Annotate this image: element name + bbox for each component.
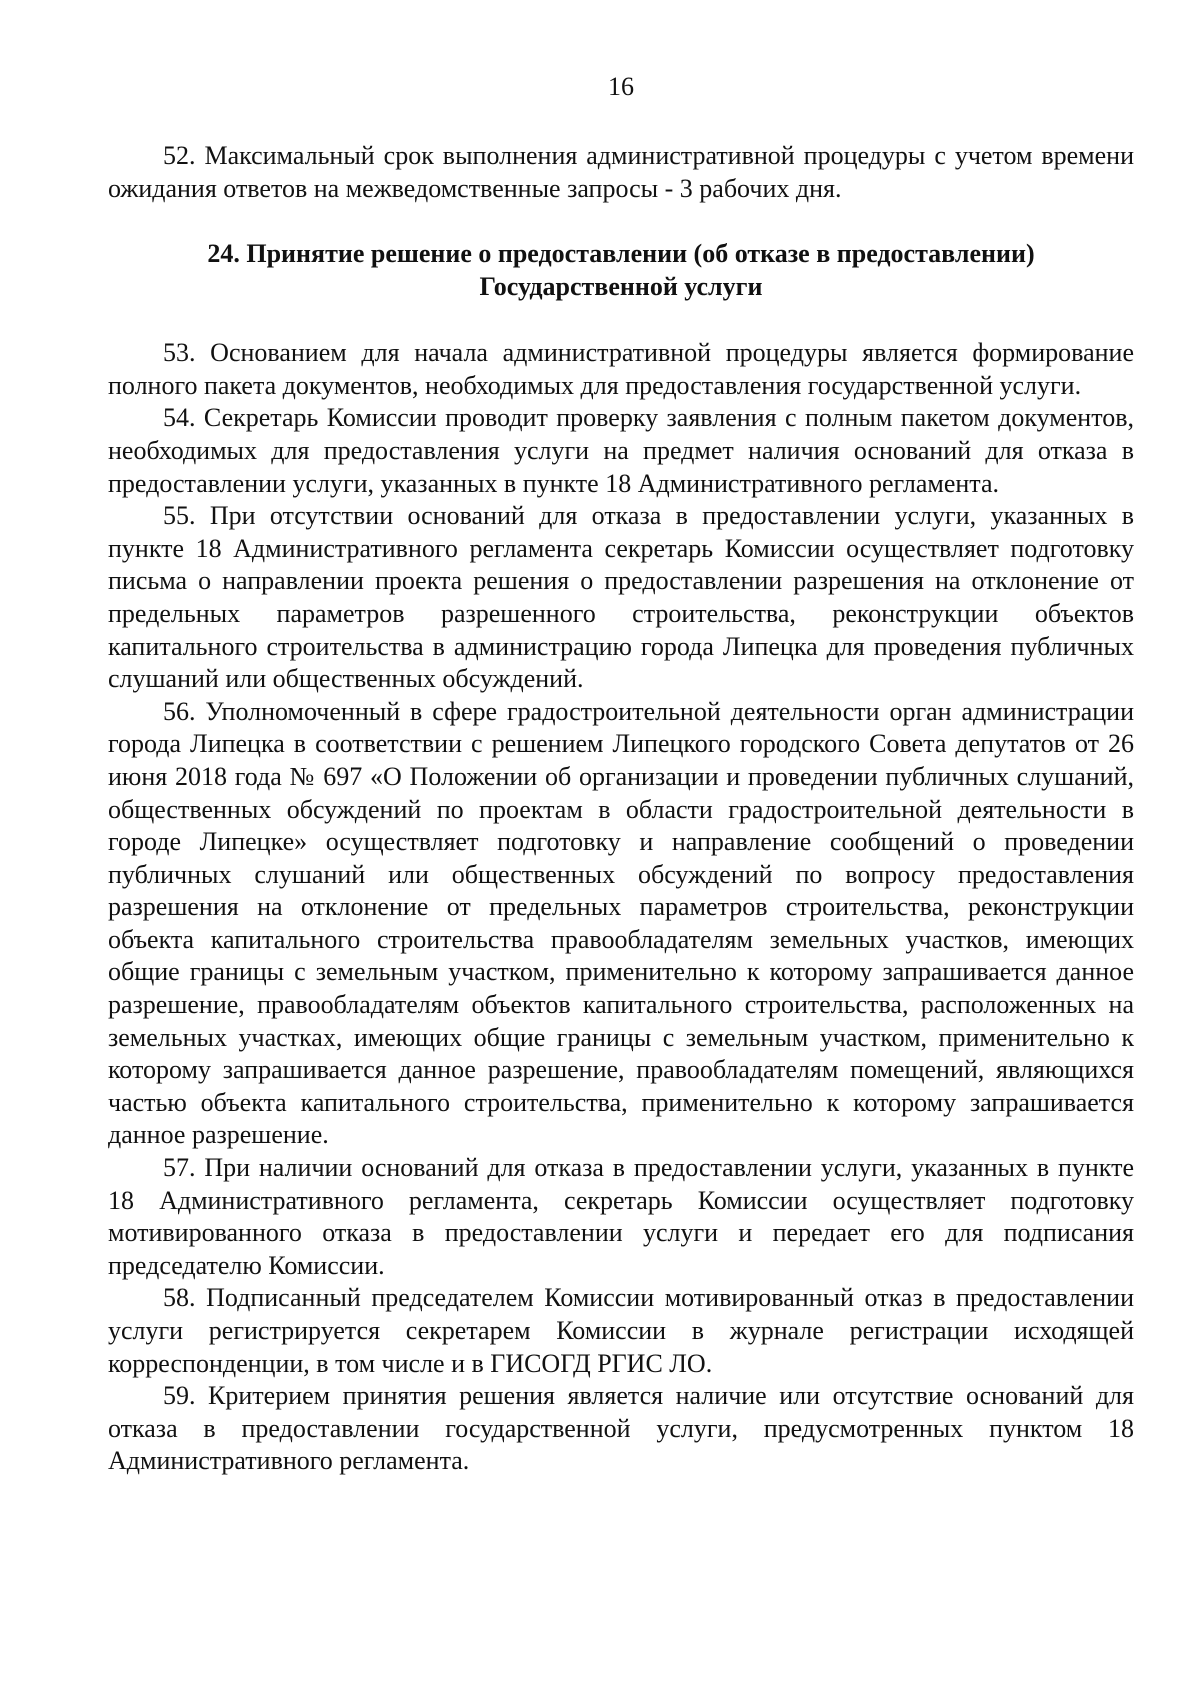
- paragraph-59: 59. Критерием принятия решения является наличие или отсутствие оснований для отказа в предоставлении государственной услуги, предусмотренных пунктом 18 Административного регламента.: [108, 1381, 1134, 1476]
- section-heading-line-1: 24. Принятие решение о предоставлении (об отказе в предоставлении): [207, 239, 1035, 269]
- section-heading: [108, 237, 1134, 303]
- paragraph-53: 53. Основанием для начала административной процедуры является формирование полного пакета документов, необходимых для предоставления государственной услуги.: [108, 338, 1134, 400]
- paragraph-55: 55. При отсутствии оснований для отказа в предоставлении услуги, указанных в пункте 18 Административного регламента секретарь Комиссии осуществляет подготовку письма о направлении проекта решения о предоставлении разрешения на отклонение от предельных параметров разрешенного строительства, реконструкции объектов капитального строительства в администрацию города Липецка для проведения публичных слушаний или общественных обсуждений.: [108, 501, 1134, 694]
- paragraph-57: 57. При наличии оснований для отказа в предоставлении услуги, указанных в пункте 18 Административного регламента, секретарь Комиссии осуществляет подготовку мотивированного отказа в предоставлении услуги и передает его для подписания председателю Комиссии.: [108, 1153, 1134, 1280]
- section-heading-line-2: Государственной услуги: [479, 272, 763, 302]
- document-page: [108, 72, 1134, 1478]
- paragraph-58: 58. Подписанный председателем Комиссии мотивированный отказ в предоставлении услуги регистрируется секретарем Комиссии в журнале регистрации исходящей корреспонденции, в том числе и в ГИСОГД РГИС ЛО.: [108, 1283, 1134, 1378]
- page-number: 16: [608, 72, 634, 101]
- paragraph-56: 56. Уполномоченный в сфере градостроительной деятельности орган администрации города Липецка в соответствии с решением Липецкого городского Совета депутатов от 26 июня 2018 года № 697 «О Положении об организации и проведении публичных слушаний, общественных обсуждений по проектам в области градостроительной деятельности в городе Липецке» осуществляет подготовку и направление сообщений о проведении публичных слушаний или общественных обсуждений по вопросу предоставления разрешения на отклонение от предельных параметров строительства, реконструкции объекта капитального строительства правообладателям земельных участков, имеющих общие границы с земельным участком, применительно к которому запрашивается данное разрешение, правообладателям объектов капитального строительства, расположенных на земельных участках, имеющих общие границы с земельным участком, применительно к которому запрашивается данное разрешение, правообладателям помещений, являющихся частью объекта капитального строительства, применительно к которому запрашивается данное разрешение.: [108, 696, 1134, 1150]
- paragraph-54: 54. Секретарь Комиссии проводит проверку заявления с полным пакетом документов, необходимых для предоставления услуги на предмет наличия оснований для отказа в предоставлении услуги, указанных в пункте 18 Административного регламента.: [108, 403, 1134, 498]
- paragraph-52: 52. Максимальный срок выполнения административной процедуры с учетом времени ожидания ответов на межведомственные запросы - 3 рабочих дня.: [108, 141, 1134, 203]
